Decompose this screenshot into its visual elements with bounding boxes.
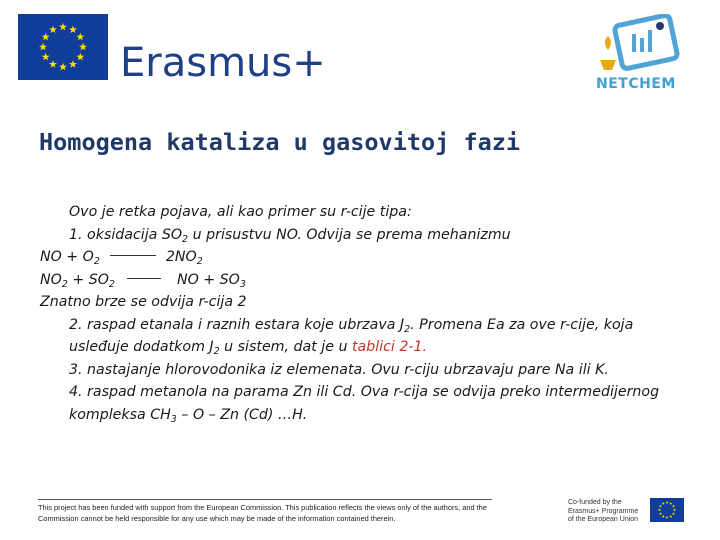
- eu-star-icon: [69, 60, 77, 68]
- eu-star-icon: [76, 33, 84, 41]
- eu-star-icon: [39, 43, 47, 51]
- reaction-arrow: [110, 255, 156, 256]
- body-line-methanol: 4. raspad metanola na parama Zn ili Cd. Ova r-cija se odvija preko intermedijernog kompleksa $CH_3$ – O – Zn (Cd) …H.: [69, 384, 660, 425]
- body-line-intro: Ovo je retka pojava, ali kao primer su r-cije tipa:: [69, 204, 412, 220]
- eu-star-icon: [59, 63, 67, 71]
- eu-star-icon: [672, 505, 675, 508]
- netchem-wordmark: NETCHEM: [596, 76, 676, 92]
- eu-star-icon: [49, 60, 57, 68]
- eu-star-icon: [42, 33, 50, 41]
- slide-title: Homogena kataliza u gasovitoj fazi: [39, 128, 521, 156]
- eu-star-icon: [673, 508, 676, 511]
- body-line-hcl: 3. nastajanje hlorovodonika iz elemenata. Ovu r-ciju ubrzavaju pare Na ili K.: [69, 361, 609, 378]
- eu-star-icon: [49, 25, 57, 33]
- eu-star-icon: [659, 512, 662, 515]
- body-line-ethanal: 2. raspad etanala i raznih estara koje ubrzava $J_2$. Promena Ea za ove r-cije, koja usleđuje dodatkom $J_2$ u sistem, dat je u tablici 2-1.: [69, 316, 634, 357]
- slide-body: [40, 201, 680, 426]
- equation-2: $NO_2 + SO_2$ NO + $SO_3$: [40, 271, 246, 290]
- eu-star-icon: [659, 505, 662, 508]
- eu-star-icon: [69, 25, 77, 33]
- equation-1: NO + $O_2$ $2NO_2$: [40, 249, 203, 267]
- eu-star-icon: [665, 516, 668, 519]
- eu-star-icon: [79, 43, 87, 51]
- table-reference: tablici 2-1.: [351, 339, 428, 355]
- erasmus-plus-logo: Erasmus+: [120, 40, 326, 86]
- reaction-arrow: [127, 278, 161, 279]
- eu-star-icon: [76, 53, 84, 61]
- footer-divider: [38, 499, 492, 500]
- eu-star-icon: [42, 53, 50, 61]
- eu-stars-small-icon: [650, 498, 684, 522]
- eu-star-icon: [669, 502, 672, 505]
- eu-star-icon: [672, 512, 675, 515]
- eu-star-icon: [662, 515, 665, 518]
- eu-stars-icon: [18, 14, 108, 80]
- eu-star-icon: [658, 508, 661, 511]
- body-line-faster: Znatno brze se odvija r-cija 2: [40, 294, 247, 310]
- eu-star-icon: [669, 515, 672, 518]
- body-line-oxidation: 1. oksidacija $SO_2$ u prisustvu NO. Odvija se prema mehanizmu: [69, 226, 511, 245]
- funding-disclaimer: This project has been funded with support from the European Commission. This publication reflects the views only of the authors, and the Commission cannot be held responsible for any use which may be made of the information contained therein.: [38, 503, 487, 523]
- eu-star-icon: [59, 23, 67, 31]
- cofund-label: Co-funded by the Erasmus+ Programme of the European Union: [568, 499, 639, 523]
- eu-flag-small-logo: [650, 498, 684, 522]
- eu-star-icon: [665, 501, 668, 504]
- eu-star-icon: [662, 502, 665, 505]
- eu-flag-logo: [18, 14, 108, 80]
